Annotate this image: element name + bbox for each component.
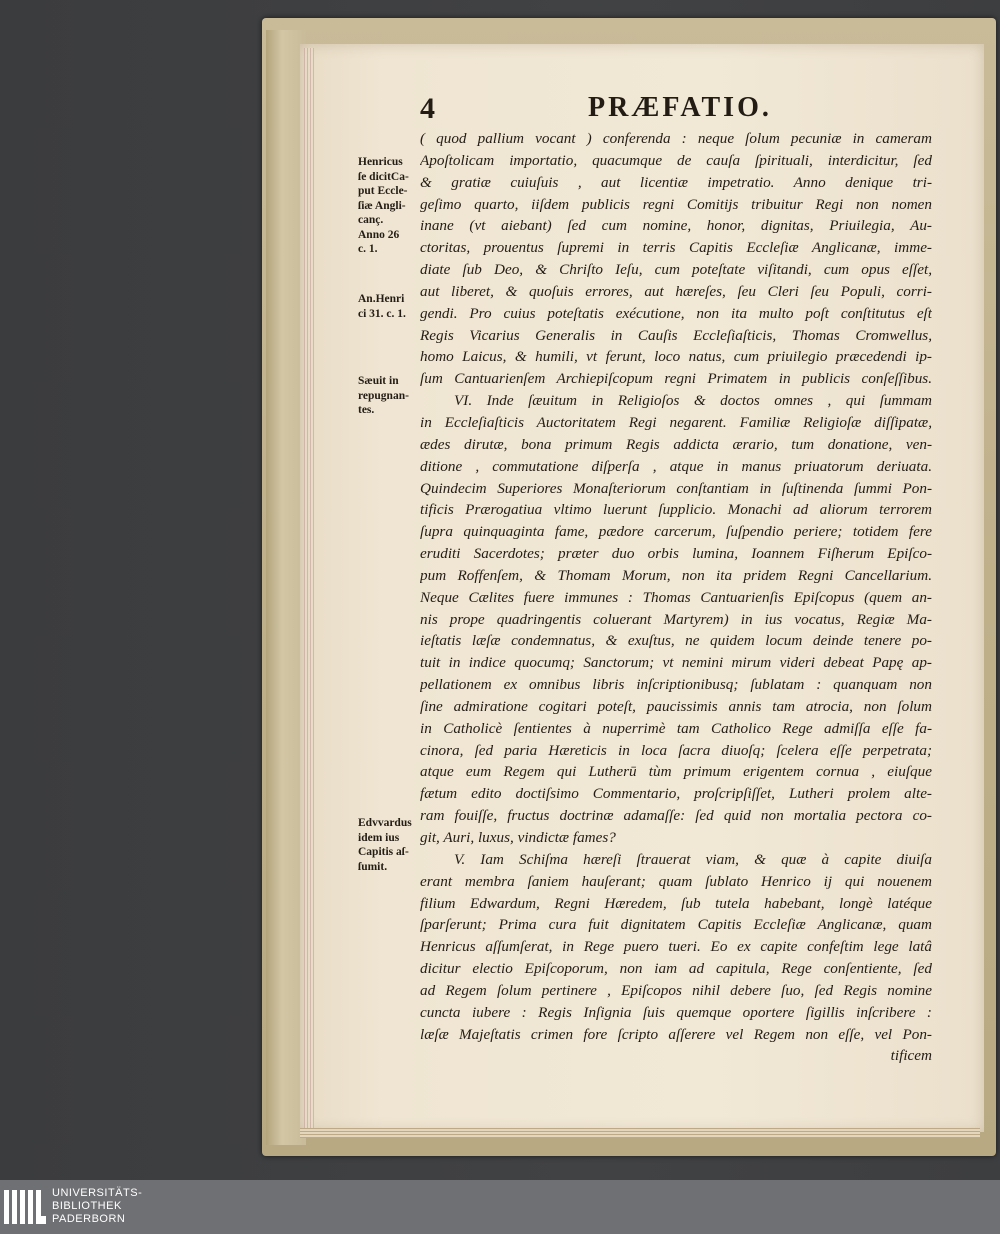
text-line: ieſtatis læſæ condemnatus, & exuſtus, ne quidem locum deinde tenere po- (420, 632, 932, 650)
text-line: cinora, ſed paria Hæreticis in loca ſacra diuoſq; ſcelera eſſe perpetrata; (420, 741, 932, 759)
text-line: gendi. Pro cuius poteſtatis exécutione, non ita multo poſt conſtitutus eſt (420, 304, 932, 322)
text-line: ſparſerunt; Prima cura fuit dignitatem Capitis Eccleſiæ Anglicanæ, quam (420, 916, 932, 934)
marginal-note-henricus: Henricus ſe dicitCa- put Eccle- ſiæ Angli- canç. Anno 26 c. 1. (358, 156, 409, 255)
marginal-note-saeuit: Sæuit in repugnan- tes. (358, 375, 409, 416)
text-line: eruditi Sacerdotes; præter duo orbis lumina, Ioannem Fiſherum Epiſco- (420, 545, 932, 563)
text-line: cuncta iubere : Regis Inſignia ſuis quemque oportere ſigillis inſcribere : (420, 1003, 932, 1021)
text-line: pum Roffenſem, & Thomam Morum, non ita pridem Regni Cancellarium. (420, 566, 932, 584)
text-line: ctoritas, prouentus ſupremi in terris Capitis Eccleſiæ Anglicanæ, imme- (420, 239, 932, 257)
running-title: PRÆFATIO. (588, 92, 772, 123)
catchword: tificem (890, 1047, 932, 1065)
text-line: ditione , commutatione diſperſa , atque in manus priuatorum deriuata. (420, 457, 932, 475)
text-line: erant membra ſaniem hauſerant; quam ſublato Henrico ij qui nouenem (420, 872, 932, 890)
text-line: VI. Inde ſæuitum in Religioſos & doctos omnes , qui ſummam (454, 392, 932, 410)
text-line: tuit in indice quocumq; Sanctorum; vt nemini mirum videri debeat Papę ap- (420, 654, 932, 672)
text-line: & gratiæ cuiuſuis , aut licentiæ impetratio. Anno denique tri- (420, 173, 932, 191)
library-footer (0, 1180, 1000, 1234)
text-line: ædes dirutæ, bona primum Regis addicta ærario, tum donatione, ven- (420, 435, 932, 453)
text-line: inane (vt aiebant) ſed cum nomine, honor, dignitas, Priuilegia, Au- (420, 217, 932, 235)
text-line: Regis Vicarius Generalis in Cauſis Eccleſiaſticis, Thomas Cromwellus, (420, 326, 932, 344)
page-bottom-edge (300, 1128, 980, 1138)
text-line: dicitur electio Epiſcoporum, non iam ad capitula, Rege conſentiente, ſed (420, 960, 932, 978)
text-line: geſimo quarto, iiſdem publicis regni Comitijs tribuitur Regi non nomen (420, 195, 932, 213)
library-name-line: PADERBORN (52, 1213, 126, 1225)
text-line: fætum edito doctiſsimo Commentario, proſcripſiſſet, Lutheri prolem alte- (420, 785, 932, 803)
text-line: V. Iam Schiſma hæreſi ſtrauerat viam, & quæ à capite diuiſa (454, 850, 932, 868)
text-line: git, Auri, luxus, vindictæ fames? (420, 829, 616, 846)
text-line: nis prope quadringentis coluerant Martyrem) in ius vocatus, Regiæ Ma- (420, 610, 932, 628)
page-number: 4 (420, 92, 435, 125)
text-line: ( quod pallium vocant ) conferenda : neque ſolum pecuniæ in cameram (420, 130, 932, 147)
text-line: Apoſtolicam importatio, quacumque de cauſa ſpirituali, interdicitur, ſed (420, 151, 932, 169)
text-line: atque eum Regem qui Lutherū tùm primum erigentem cornua , eiuſque (420, 763, 932, 781)
text-line: ſine admiratione cogitari poteſt, paucissimis annis tam atrocia, non ſolum (420, 697, 932, 715)
text-line: Henricus aſſumſerat, in Rege puero tueri. Eo ex capite confeſtim lege latâ (420, 938, 932, 956)
text-line: læſæ Majeſtatis crimen fore ſcripto aſſerere vel Regem non eſſe, vel Pon- (420, 1025, 932, 1043)
page-edge (304, 48, 314, 1128)
text-line: ſum Cantuarienſem Archiepiſcopum regni Primatem in publicis conſeſſibus. (420, 370, 932, 388)
text-line: ſupra quinquaginta fame, pædore carcerum, ſuſpendio periere; totidem fere (420, 523, 932, 541)
library-name (52, 1187, 142, 1226)
marginal-note-anno: An.Henri ci 31. c. 1. (358, 293, 406, 320)
text-line: pellationem ex omnibus libris inſcriptionibusq; ſublatam : quanquam non (420, 676, 932, 694)
text-line: Quindecim Superiores Monaſteriorum conſtantiam in ſuſtinenda ſummi Pon- (420, 479, 932, 497)
text-line: in Catholicè ſentientes à nuperrimè tam Catholico Rege admiſſa eſſe fa- (420, 719, 932, 737)
text-line: in Eccleſiaſticis Auctoritatem Regi negarent. Familiæ Religioſæ diſſipatæ, (420, 413, 932, 431)
page-header (420, 92, 930, 128)
library-name-line: BIBLIOTHEK (52, 1200, 122, 1212)
text-line: tificis Prærogatiua vltimo luerunt ſupplicio. Monachi ad aliorum terrorem (420, 501, 932, 519)
body-text (420, 128, 932, 1067)
text-line: homo Laicus, & humili, vt ferunt, loco natus, cum priuilegio præcedendi ip- (420, 348, 932, 366)
library-name-line: UNIVERSITÄTS- (52, 1187, 143, 1199)
library-logo-icon (4, 1186, 46, 1228)
text-line: aut liberet, & quoſuis errores, aut hæreſes, ſeu Cleri ſeu Populi, corri- (420, 282, 932, 300)
text-line: diate ſub Deo, & Chriſto Ieſu, cum poteſtate viſitandi, cum opus eſſet, (420, 261, 932, 279)
marginal-note-edvvardus: Edvvardus idem ius Capitis aſ- ſumit. (358, 817, 412, 873)
text-line: filium Edwardum, Regni Hæredem, ſub tutela habebant, longè latéque (420, 894, 932, 912)
text-line: Neque Cælites fuere immunes : Thomas Cantuarienſis Epiſcopus (quem an- (420, 588, 932, 606)
text-line: ram fouiſſe, fructus doctrinæ adamaſſe: ſed quid non mortalia pectora co- (420, 807, 932, 825)
text-line: ad Regem ſolum pertinere , Epiſcopos nihil debere ſuo, ſed Regis nomine (420, 981, 932, 999)
